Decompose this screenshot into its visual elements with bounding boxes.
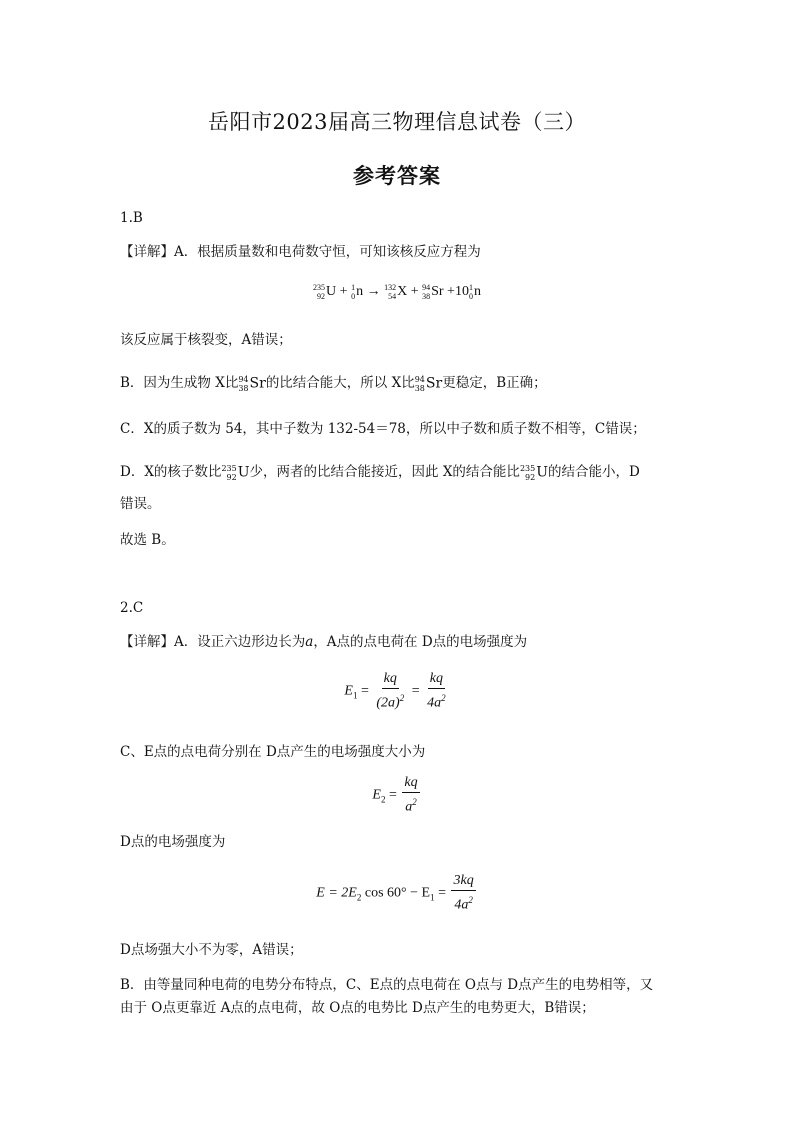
q2-lead: 【详解】A．设正六边形边长为a，A点的点电荷在 D点的电场强度为 [120, 634, 528, 650]
q1-line-b: B．因为生成物 X比 94 38 Sr的比结合能大，所以 X比 94 38 Sr更稳定，B正确； [120, 374, 547, 393]
nuclide-u235: 235 92 U [313, 283, 337, 301]
q2-number: 2.C [120, 600, 144, 616]
q1-number: 1.B [120, 210, 143, 226]
q2-line3: D点的电场强度为 [120, 834, 226, 850]
q2-equation-e2: $E_2$ = $\frac{kq}{a^2}$ [372, 775, 418, 815]
q2-equation-e1: $E_1$ = $\frac{kq}{(2a)^2}$ = $\frac{kq}{4a^2}$ [344, 671, 446, 711]
nuclide-neutron-2: 1 0 n [468, 283, 481, 301]
q1-line-d2: 错误。 [120, 496, 161, 512]
q1-conclusion: 故选 B。 [120, 532, 175, 548]
nuclide-neutron: 1 0 n [351, 283, 364, 301]
nuclide-x: 132 54 X [384, 283, 408, 301]
page-title: 岳阳市2023届高三物理信息试卷（三） [208, 110, 586, 134]
q2-line2: C、E点的点电荷分别在 D点产生的电场强度大小为 [120, 744, 426, 760]
arrow-icon: → [366, 284, 381, 300]
q1-lead: 【详解】A．根据质量数和电荷数守恒，可知该核反应方程为 [120, 244, 481, 260]
page-subtitle: 参考答案 [353, 163, 441, 188]
q2-line4: D点场强大小不为零，A错误； [120, 942, 303, 958]
q1-nuclear-equation: 235 92 U + 1 0 n → 132 54 X + 94 38 Sr +10 1 0 n [313, 283, 481, 301]
q2-line5: B．由等量同种电荷的电势分布特点，C、E点的点电荷在 O点与 D点产生的电势相等，又 [120, 977, 654, 993]
q1-line-d: D．X的核子数比 235 92 U少，两者的比结合能接近，因此 X的结合能比 235 92 U的结合能小，D [120, 463, 640, 482]
q2-line6: 由于 O点更靠近 A点的点电荷，故 O点的电势比 D点产生的电势更大，B错误； [120, 1000, 595, 1016]
q1-line-a2: 该反应属于核裂变，A错误； [120, 332, 292, 348]
q1-line-c: C．X的质子数为 54，其中子数为 132-54＝78，所以中子数和质子数不相等，C错误； [120, 421, 646, 437]
nuclide-sr: 94 38 Sr [422, 283, 444, 301]
q2-equation-e: $E = 2E_2$ $\cos 60^\circ - E_1$ = $\frac{3kq}{4a^2}$ [316, 873, 474, 913]
